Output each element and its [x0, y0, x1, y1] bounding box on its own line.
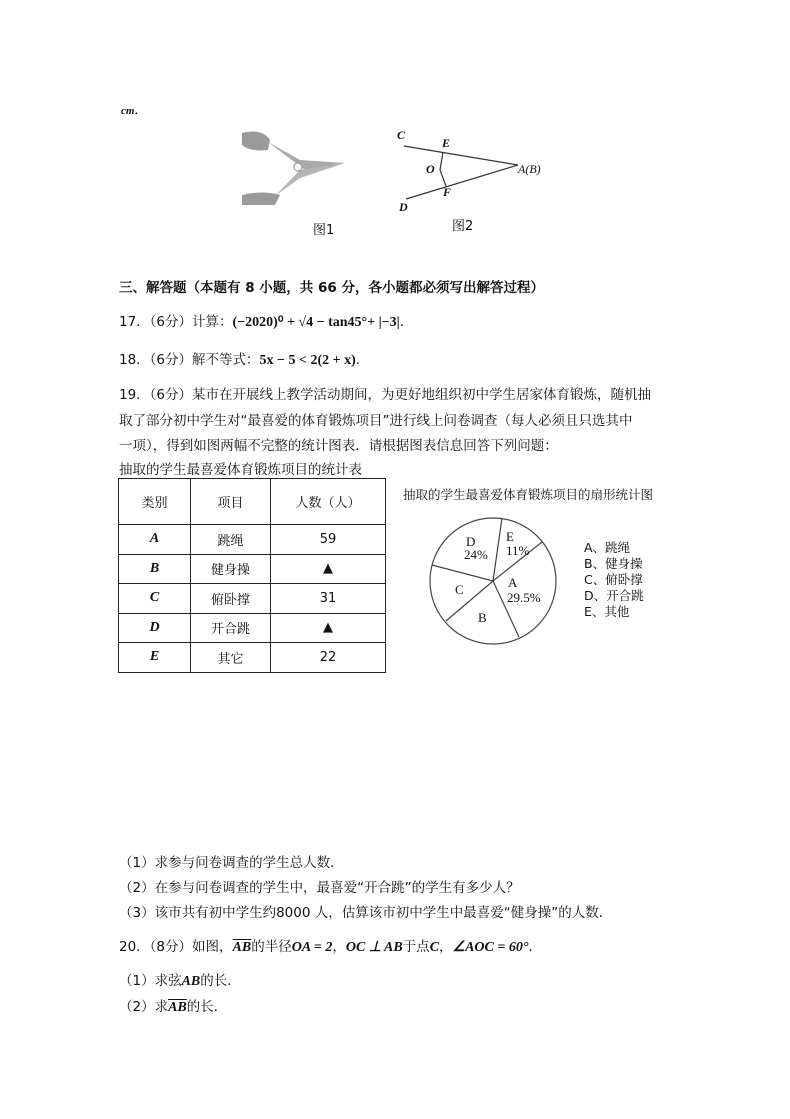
q17-expr: (−2020)⁰ + √4 − tan45°+ |−3|	[232, 315, 400, 330]
chord-ab: AB	[181, 974, 201, 989]
table-title: 抽取的学生最喜爱体育锻炼项目的统计表	[119, 462, 362, 478]
label-e: E	[442, 136, 451, 150]
q20-expr: C	[429, 940, 440, 955]
q17	[119, 310, 404, 331]
q19-sub: （3）该市共有初中学生约8000 人，估算该市初中学生中最喜爱“健身操”的人数．	[119, 905, 613, 921]
q17-prefix: 17．（6分）计算：	[119, 314, 233, 330]
q19-line: 19．（6分）某市在开展线上教学活动期间，为更好地组织初中学生居家体育锻炼，随机抽	[119, 387, 652, 403]
stats-table	[118, 478, 386, 673]
td: 俯卧撑	[191, 584, 271, 614]
q20-text: ，	[332, 939, 346, 955]
legend-item: B、健身操	[584, 556, 643, 571]
q20-text: 于点	[402, 939, 430, 955]
td: 开合跳	[191, 613, 271, 643]
q20-text: ，	[439, 939, 453, 955]
td: C	[119, 584, 191, 614]
td: 其它	[191, 643, 271, 673]
section-title: 三、解答题（本题有 8 小题，共 66 分，各小题都必须写出解答过程）	[119, 280, 544, 296]
label-c: C	[397, 128, 406, 142]
q19-line: 取了部分初中学生对“最喜爱的体育锻炼项目”进行线上问卷调查（每人必须且只选其中	[119, 413, 633, 429]
pie-pct-d: 24%	[464, 547, 488, 562]
q18-prefix: 18．（6分）解不等式：	[119, 352, 260, 368]
td: 健身操	[191, 554, 271, 584]
td: 跳绳	[191, 525, 271, 555]
q18	[119, 348, 360, 369]
td: D	[119, 613, 191, 643]
legend-item: D、开合跳	[584, 588, 644, 603]
fig2-diagram	[404, 146, 518, 199]
q20-prefix: 20．（8分）如图，	[119, 939, 233, 955]
pie-pct-e: 11%	[506, 543, 530, 558]
td: ▲	[271, 613, 386, 643]
th: 项目	[191, 479, 271, 525]
pie-pct-a: 29.5%	[507, 590, 541, 605]
q20-text: 的半径	[251, 939, 292, 955]
pie-label-a: A	[508, 575, 518, 590]
q20-expr: OA = 2	[291, 940, 333, 955]
q20-expr: OC ⊥ AB	[345, 940, 403, 955]
fig2-caption: 图2	[452, 219, 474, 234]
table-row	[119, 584, 386, 614]
q20-text: （1）求弦	[119, 973, 182, 989]
q20-text: 的长．	[186, 999, 228, 1015]
table-header	[119, 479, 386, 525]
fig1-clip-photo	[242, 132, 345, 205]
pie-title: 抽取的学生最喜爱体育锻炼项目的扇形统计图	[403, 487, 654, 502]
label-o: O	[426, 162, 435, 176]
q20-text: ．	[528, 939, 542, 955]
q20-sub1	[119, 969, 241, 990]
table-row	[119, 643, 386, 673]
pie-label-d: D	[466, 534, 476, 549]
td: 59	[271, 525, 386, 555]
table-row	[119, 613, 386, 643]
pie-label-c: C	[455, 582, 464, 597]
label-f: F	[443, 185, 452, 199]
arc-ab: $\overline{AB}$	[232, 940, 252, 955]
q20-sub2	[119, 995, 227, 1016]
q17-suffix: .	[399, 314, 405, 330]
td: 22	[271, 643, 386, 673]
pie-legend	[584, 540, 644, 620]
arc-ab: $\overline{AB}$	[168, 1000, 187, 1015]
q19-line: 一项），得到如图两幅不完整的统计图表．请根据图表信息回答下列问题：	[119, 438, 558, 454]
pie-label-b: B	[478, 610, 487, 625]
td: 31	[271, 584, 386, 614]
q20-text: （2）求	[119, 999, 169, 1015]
pie-label-e: E	[506, 529, 514, 544]
pie-chart	[430, 518, 556, 644]
q20	[119, 935, 542, 956]
td: A	[119, 525, 191, 555]
th: 人数（人）	[271, 479, 386, 525]
fig1-caption: 图1	[313, 223, 335, 238]
q18-expr: 5x − 5 < 2(2 + x)	[259, 353, 356, 368]
th: 类别	[119, 479, 191, 525]
legend-item: E、其他	[584, 604, 630, 619]
table-row	[119, 554, 386, 584]
td: ▲	[271, 554, 386, 584]
td: B	[119, 554, 191, 584]
q19-sub: （1）求参与问卷调查的学生总人数．	[119, 855, 344, 871]
label-a: A(B)	[518, 162, 541, 176]
top-fragment: cm．	[121, 105, 146, 117]
legend-item: C、俯卧撑	[584, 572, 643, 587]
q19-sub: （2）在参与问卷调查的学生中，最喜爱“开合跳”的学生有多少人？	[119, 880, 520, 896]
table-row	[119, 525, 386, 555]
q20-text: 的长．	[200, 973, 241, 989]
legend-item: A、跳绳	[584, 540, 631, 555]
q20-expr: ∠AOC = 60°	[452, 940, 529, 955]
label-d: D	[399, 200, 408, 214]
td: E	[119, 643, 191, 673]
q18-suffix: .	[355, 352, 361, 368]
